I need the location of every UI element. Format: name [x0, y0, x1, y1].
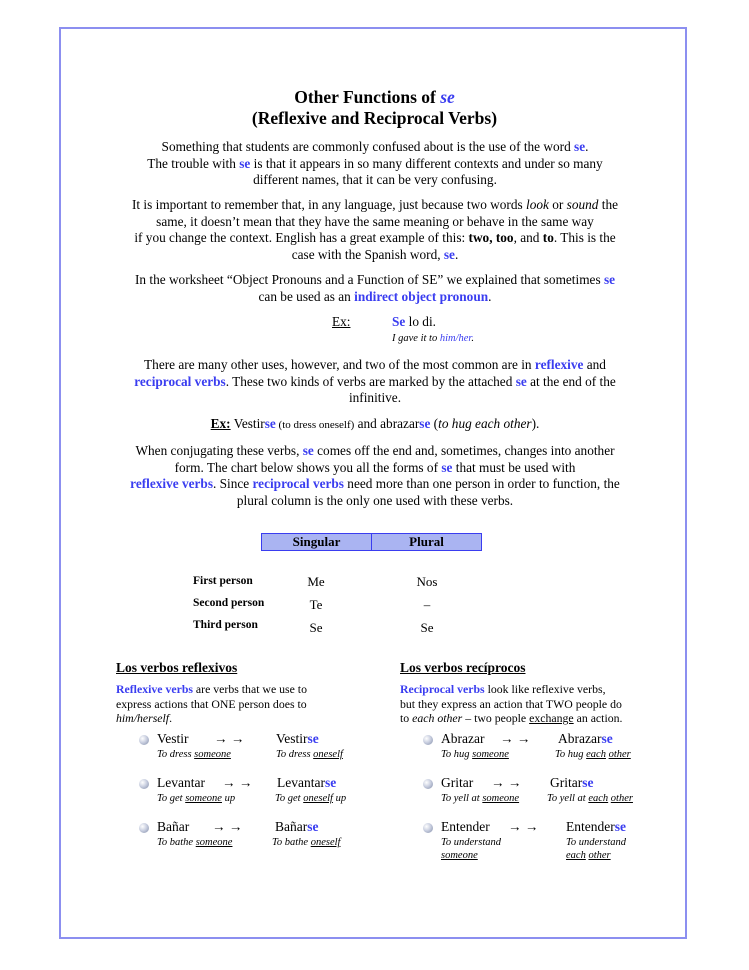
- gloss: To bathe someone: [157, 837, 233, 848]
- arrow-icon: → →: [491, 775, 522, 790]
- bullet-icon: [139, 735, 149, 745]
- example-translation: I gave it to him/her.: [392, 333, 474, 344]
- bullet-icon: [139, 779, 149, 789]
- gloss: To understand each other: [566, 837, 627, 861]
- arrow-icon: → →: [500, 731, 531, 746]
- gloss: To yell at someone: [441, 793, 520, 804]
- verb-reflexive: Bañarse: [275, 819, 319, 834]
- gloss: To understand someone: [441, 837, 502, 861]
- arrow-icon: → →: [212, 819, 243, 834]
- title-se: se: [440, 87, 455, 107]
- example-sentence: Se lo di.: [392, 314, 436, 329]
- verb-base: Entender: [441, 819, 490, 834]
- table-header-plural: Plural: [371, 533, 482, 551]
- verb-reciprocal: Gritarse: [550, 775, 594, 790]
- example-label: Ex:: [332, 314, 351, 329]
- verb-reciprocal: Entenderse: [566, 819, 626, 834]
- indirect-object-paragraph: In the worksheet “Object Pronouns and a Function of SE” we explained that sometimes se can be used as an indirect object pronoun.: [134, 272, 616, 304]
- bullet-icon: [423, 823, 433, 833]
- page-subtitle: (Reflexive and Reciprocal Verbs): [251, 108, 498, 128]
- gloss: To hug someone: [441, 749, 509, 760]
- verb-base: Bañar: [157, 819, 190, 834]
- gloss: To get someone up: [157, 793, 236, 804]
- example-2: Ex: Vestirse (to dress oneself) and abrazarse (to hug each other).: [210, 416, 540, 431]
- table-cell-singular: Te: [309, 597, 323, 612]
- reciprocal-description: Reciprocal verbs look like reflexive verbs, but they express an action that TWO people do to each other – two people exchange an action.: [400, 682, 623, 725]
- reflexive-description: Reflexive verbs are verbs that we use to express actions that ONE person does to him/herself.: [116, 682, 307, 725]
- table-cell-plural: –: [423, 597, 431, 612]
- bullet-icon: [139, 823, 149, 833]
- page-title: [0, 87, 749, 107]
- arrow-icon: → →: [222, 775, 253, 790]
- arrow-icon: → →: [214, 731, 245, 746]
- conjugation-paragraph: When conjugating these verbs, se comes off the end and, sometimes, changes into another form. The chart below shows you all the forms of se that must be used with reflexive verbs. Since reciprocal verbs need more than one person in order to function, the plural column is the only one used with these verbs.: [130, 443, 620, 508]
- bullet-icon: [423, 779, 433, 789]
- context-paragraph: It is important to remember that, in any language, just because two words look or sound the same, it doesn’t mean that they have the same meaning or behave in the same way if you change the context. English has a great example of this: two, too, and to. This is the case with the Spanish word, se.: [131, 197, 618, 262]
- title-text: Other Functions of: [294, 87, 441, 107]
- table-cell-plural: Se: [420, 620, 434, 635]
- arrow-icon: → →: [508, 819, 539, 834]
- verb-base: Vestir: [157, 731, 189, 746]
- gloss: To get oneself up: [275, 793, 347, 804]
- verb-base: Levantar: [157, 775, 205, 790]
- verb-base: Gritar: [441, 775, 474, 790]
- table-row-label: Second person: [193, 597, 265, 609]
- gloss: To dress oneself: [276, 749, 343, 760]
- gloss: To bathe oneself: [272, 837, 341, 848]
- verb-reflexive: Levantarse: [277, 775, 337, 790]
- bullet-icon: [423, 735, 433, 745]
- reciprocal-heading: Los verbos recíprocos: [400, 660, 526, 675]
- gloss: To dress someone: [157, 749, 231, 760]
- uses-paragraph: There are many other uses, however, and two of the most common are in reflexive and reciprocal verbs. These two kinds of verbs are marked by the attached se at the end of the infinitive.: [134, 357, 616, 405]
- table-cell-plural: Nos: [416, 574, 438, 589]
- table-cell-singular: Me: [307, 574, 325, 589]
- intro-paragraph: Something that students are commonly confused about is the use of the word se. The trouble with se is that it appears in so many different contexts and under so many different names, that it can be very confusing.: [147, 139, 603, 187]
- verb-reflexive: Vestirse: [276, 731, 319, 746]
- table-row-label: First person: [193, 575, 253, 587]
- table-row-label: Third person: [193, 619, 258, 631]
- reflexive-heading: Los verbos reflexivos: [116, 660, 238, 675]
- gloss: To yell at each other: [547, 793, 633, 804]
- table-header-singular: Singular: [261, 533, 372, 551]
- verb-base: Abrazar: [441, 731, 485, 746]
- gloss: To hug each other: [555, 749, 631, 760]
- table-cell-singular: Se: [309, 620, 323, 635]
- verb-reciprocal: Abrazarse: [558, 731, 613, 746]
